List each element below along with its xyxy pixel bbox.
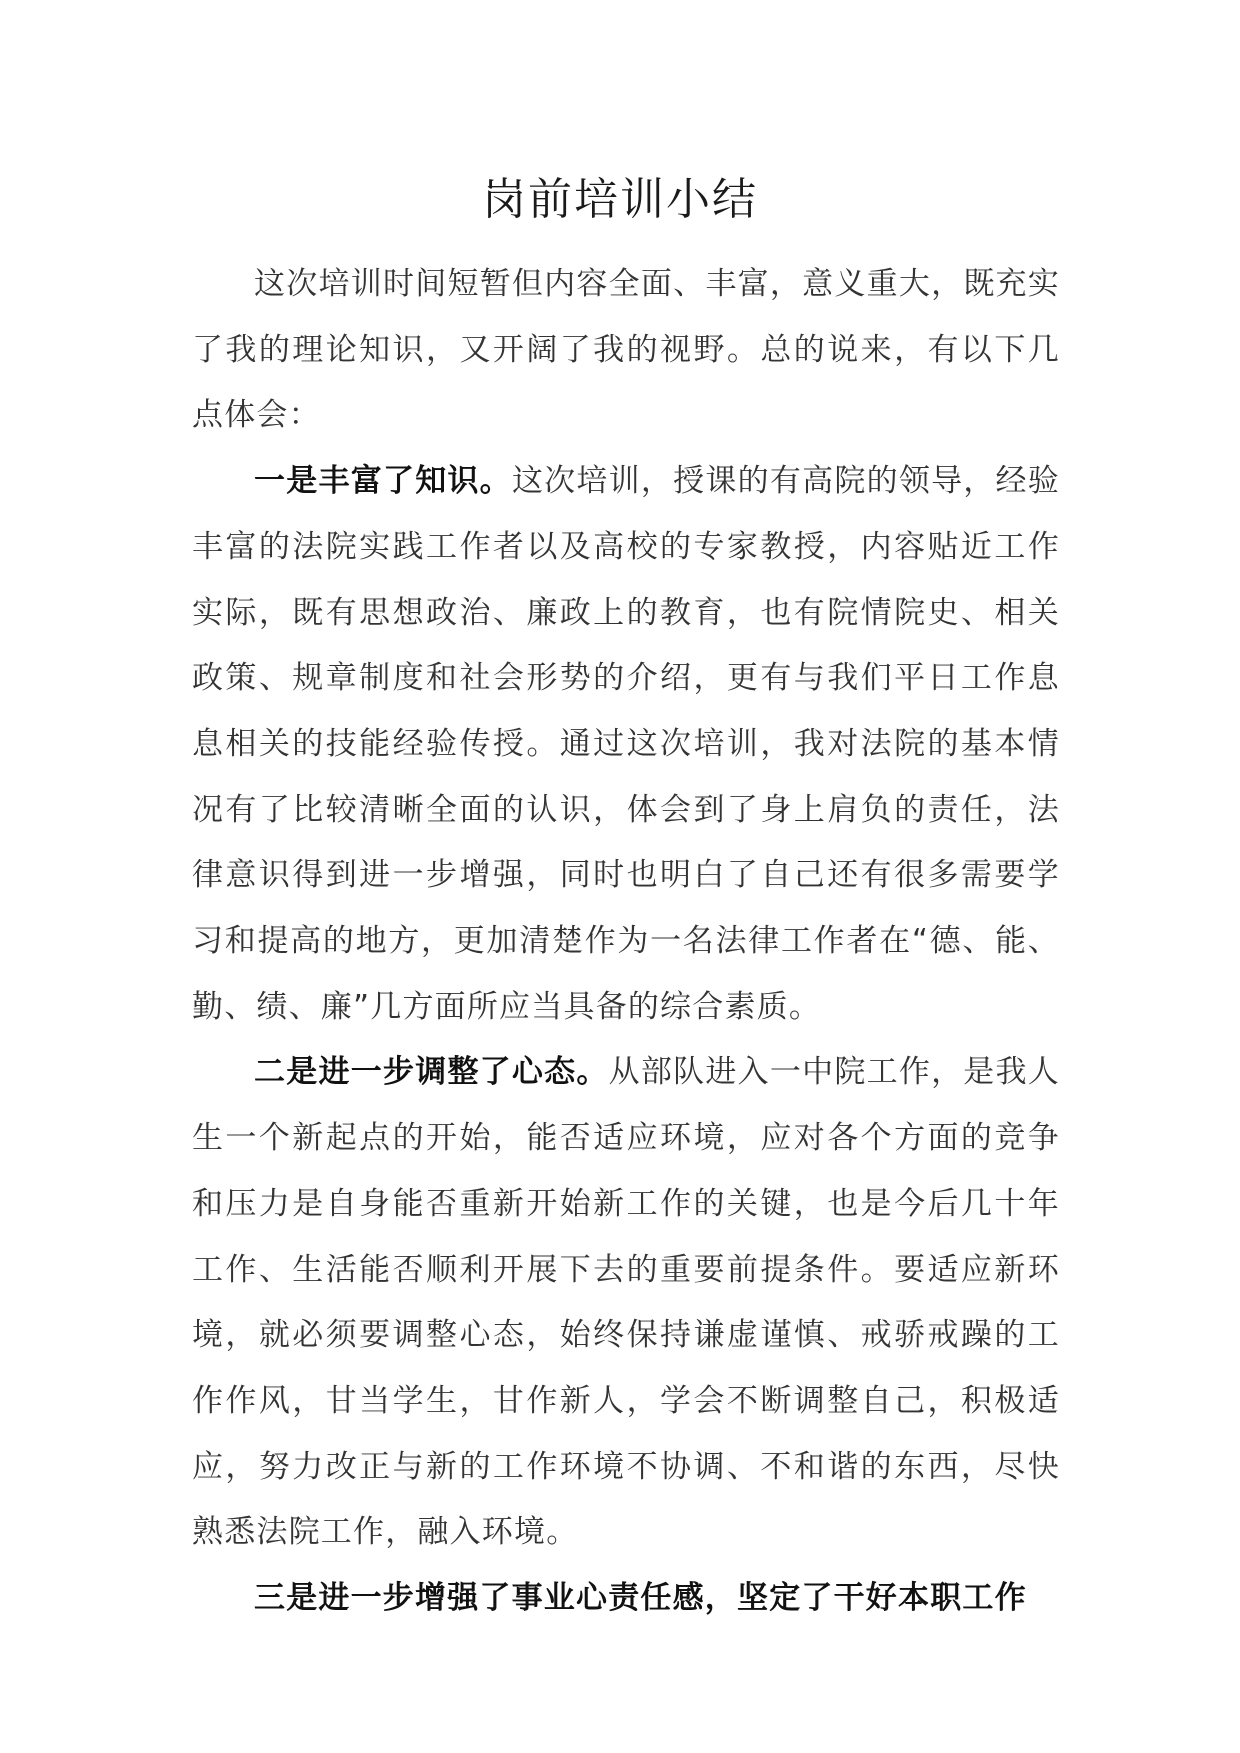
point-two-paragraph (192, 1040, 1060, 1566)
point-two-text: 从部队进入一中院工作，是我人生一个新起点的开始，能否适应环境，应对各个方面的竞争和压力是自身能否重新开始新工作的关键，也是今后几十年工作、生活能否顺利开展下去的重要前提条件。要适应新环境，就必须要调整心态，始终保持谦虚谨慎、戒骄戒躁的工作作风，甘当学生，甘作新人，学会不断调整自己，积极适应，努力改正与新的工作环境不协调、不和谐的东西，尽快熟悉法院工作，融入环境。 (192, 1054, 1060, 1551)
point-two-heading: 二是进一步调整了心态。 (254, 1054, 609, 1091)
document-title: 岗前培训小结 (482, 174, 758, 225)
intro-paragraph (192, 252, 1060, 449)
intro-paragraph-text: 这次培训时间短暂但内容全面、丰富，意义重大，既充实了我的理论知识，又开阔了我的视野。总的说来，有以下几点体会： (192, 266, 1060, 434)
point-one-paragraph (192, 449, 1060, 1040)
point-three-heading: 三是进一步增强了事业心责任感，坚定了干好本职工作 (254, 1580, 1027, 1617)
point-one-heading: 一是丰富了知识。 (254, 463, 512, 500)
point-one-text: 这次培训，授课的有高院的领导，经验丰富的法院实践工作者以及高校的专家教授，内容贴近工作实际，既有思想政治、廉政上的教育，也有院情院史、相关政策、规章制度和社会形势的介绍，更有与我们平日工作息息相关的技能经验传授。通过这次培训，我对法院的基本情况有了比较清晰全面的认识，体会到了身上肩负的责任，法律意识得到进一步增强，同时也明白了自己还有很多需要学习和提高的地方，更加清楚作为一名法律工作者在“德、能、勤、绩、廉”几方面所应当具备的综合素质。 (192, 463, 1060, 1025)
document-body (192, 252, 1060, 1632)
